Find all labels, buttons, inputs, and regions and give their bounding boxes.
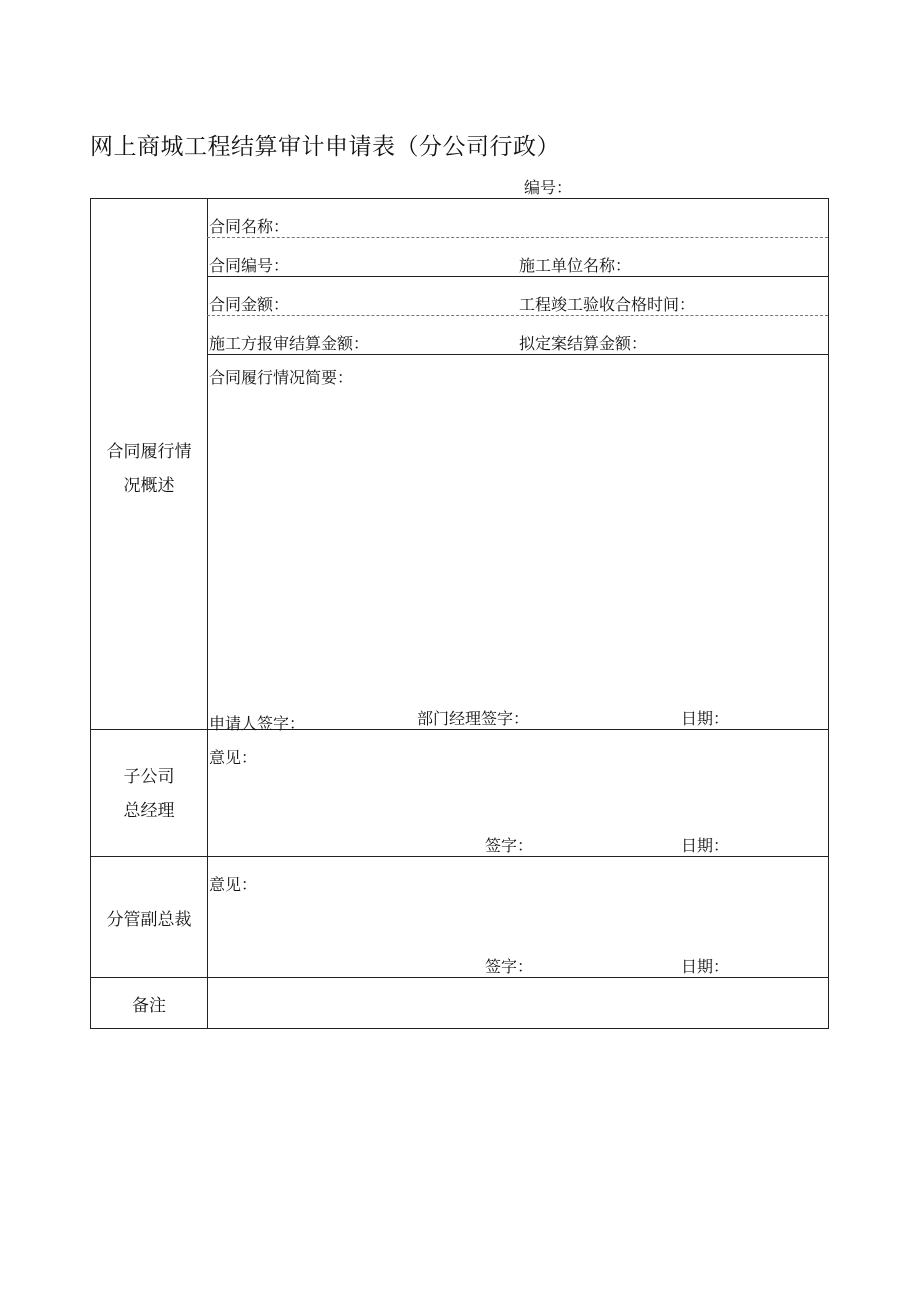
vp-signature-field[interactable]: 签字： (485, 957, 534, 976)
section-divider (91, 856, 828, 857)
section-label-vice-president: 分管副总裁 (106, 910, 192, 930)
gm-date-field[interactable]: 日期： (681, 836, 730, 855)
contract-amount-field[interactable]: 合同金额： (209, 295, 290, 314)
acceptance-time-field[interactable]: 工程竣工验收合格时间： (519, 295, 696, 314)
vp-date-field[interactable]: 日期： (681, 957, 730, 976)
column-divider (207, 199, 208, 1028)
audit-application-form (90, 198, 829, 1029)
vp-opinion-field[interactable]: 意见： (209, 875, 258, 894)
section-divider (91, 729, 828, 730)
summary-date-field[interactable]: 日期： (681, 709, 730, 728)
contract-name-field[interactable]: 合同名称： (209, 217, 290, 236)
proposed-settlement-amount-field[interactable]: 拟定案结算金额： (519, 334, 648, 353)
gm-signature-field[interactable]: 签字： (485, 836, 534, 855)
form-title: 网上商城工程结算审计申请表（分公司行政） (90, 134, 560, 160)
row-divider (207, 276, 828, 277)
section-label-remarks: 备注 (132, 996, 166, 1016)
applicant-signature-field[interactable]: 申请人签字： (209, 714, 306, 733)
contract-number-field[interactable]: 合同编号： (209, 256, 290, 275)
section-label-general-manager: 子公司 总经理 (123, 767, 175, 821)
contractor-name-field[interactable]: 施工单位名称： (519, 256, 632, 275)
performance-brief-field[interactable]: 合同履行情况简要： (209, 368, 354, 387)
section-label-summary: 合同履行情 况概述 (106, 442, 192, 496)
row-divider (207, 315, 828, 316)
document-number-label: 编号： (524, 178, 573, 197)
row-divider (207, 237, 828, 238)
submitted-settlement-amount-field[interactable]: 施工方报审结算金额： (209, 334, 370, 353)
row-divider (207, 354, 828, 355)
remarks-field[interactable] (208, 978, 828, 1028)
dept-manager-signature-field[interactable]: 部门经理签字： (417, 709, 530, 728)
gm-opinion-field[interactable]: 意见： (209, 748, 258, 767)
